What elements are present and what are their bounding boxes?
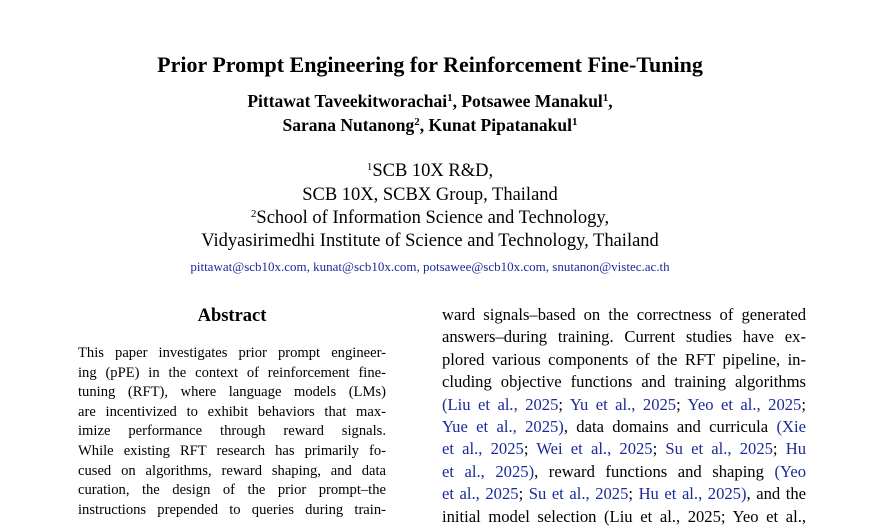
affiliation-2-line-1	[0, 207, 860, 230]
author-line-1	[0, 90, 860, 112]
citation-separator: ;	[652, 439, 666, 459]
abstract-line: curation, the design of the prior prompt–the	[78, 482, 386, 499]
abstract-line: imize performance through reward signals.	[78, 423, 386, 440]
abstract-heading: Abstract	[197, 306, 267, 326]
author-affil-sup: 1	[571, 116, 578, 128]
citation-link[interactable]: Wei et al., 2025	[536, 439, 653, 459]
abstract-line: tuning (RFT), where language models (LMs)	[78, 384, 386, 401]
citation-separator: ;	[518, 484, 529, 504]
affiliation-1-line-1	[0, 160, 860, 183]
author-separator: ,	[452, 91, 462, 111]
author-name: Potsawee Manakul	[461, 91, 603, 111]
citation-link[interactable]: Hu	[785, 439, 806, 459]
author-name: Pittawat Taveekitworachai	[247, 91, 448, 111]
affiliation-text: School of Information Science and Technology,	[256, 208, 610, 228]
author-affil-sup: 1	[602, 92, 609, 104]
author-separator: ,	[419, 115, 429, 135]
intro-text: , data domains and curricula	[563, 417, 777, 437]
abstract-line: cused on algorithms, reward shaping, and data	[78, 462, 386, 479]
affiliation-text: SCB 10X R&D,	[372, 161, 494, 181]
intro-line: answers–during training. Current studies have ex-	[442, 327, 806, 347]
citation-link[interactable]: Su et al., 2025	[665, 439, 773, 459]
citation-link[interactable]: Yeo et al., 2025	[687, 394, 802, 414]
intro-line	[442, 438, 806, 460]
citation-link[interactable]: (Xie	[776, 417, 806, 437]
abstract-line: instructions prepended to queries during train-	[78, 501, 386, 518]
citation-separator: ;	[558, 394, 570, 414]
intro-line: plored various components of the RFT pipeline, in-	[442, 349, 806, 369]
abstract-line: ing (pPE) in the context of reinforcement fine-	[78, 364, 386, 381]
intro-line	[442, 416, 806, 438]
abstract-line: are incentivized to exhibit behaviors that max-	[78, 403, 386, 420]
intro-line	[442, 483, 806, 505]
intro-line	[442, 394, 806, 416]
citation-separator: ;	[523, 439, 537, 459]
intro-line: ward signals–based on the correctness of generated	[442, 305, 806, 324]
citation-link[interactable]: Yu et al., 2025	[569, 394, 677, 414]
intro-text: , and the	[746, 484, 807, 504]
citation-separator: ;	[628, 484, 639, 504]
author-line-2	[0, 114, 860, 136]
introduction-body	[442, 304, 806, 528]
citation-link[interactable]: Yue et al., 2025)	[442, 417, 564, 437]
affiliation-1-line-2: SCB 10X, SCBX Group, Thailand	[302, 185, 558, 205]
author-affil-sup: 1	[447, 92, 453, 104]
citation-link[interactable]: Su et al., 2025	[528, 484, 629, 504]
author-name: Sarana Nutanong	[282, 115, 415, 135]
intro-line	[442, 461, 806, 483]
paper-title: Prior Prompt Engineering for Reinforcement Fine-Tuning	[157, 52, 703, 77]
abstract-body	[78, 344, 386, 520]
affiliation-sup: 2	[250, 208, 257, 220]
citation-link[interactable]: et al., 2025	[442, 439, 524, 459]
intro-line: cluding objective functions and training algorithms	[442, 372, 806, 392]
citation-link[interactable]: et al., 2025	[442, 484, 519, 504]
citation-separator: ;	[801, 394, 806, 414]
author-emails[interactable]: pittawat@scb10x.com, kunat@scb10x.com, potsawee@scb10x.com, snutanon@vistec.ac.th	[190, 259, 670, 274]
author-affil-sup: 2	[414, 116, 420, 128]
intro-line: initial model selection (Liu et al., 2025; Yeo et al.,	[442, 506, 806, 526]
affiliation-2-line-2: Vidyasirimedhi Institute of Science and Technology, Thailand	[201, 231, 659, 251]
affiliation-sup: 1	[366, 161, 373, 173]
citation-link[interactable]: Hu et al., 2025)	[638, 484, 747, 504]
abstract-line: This paper investigates prior prompt engineer-	[78, 345, 386, 361]
intro-text: , reward functions and shaping	[534, 461, 775, 481]
citation-separator: ;	[772, 439, 786, 459]
author-separator: ,	[608, 91, 613, 111]
citation-link[interactable]: (Yeo	[774, 461, 806, 481]
citation-link[interactable]: (Liu et al., 2025	[442, 394, 559, 414]
citation-link[interactable]: et al., 2025)	[442, 461, 535, 481]
citation-separator: ;	[676, 394, 688, 414]
author-name: Kunat Pipatanakul	[428, 115, 572, 135]
abstract-line: While existing RFT research has primarily fo-	[78, 442, 386, 459]
